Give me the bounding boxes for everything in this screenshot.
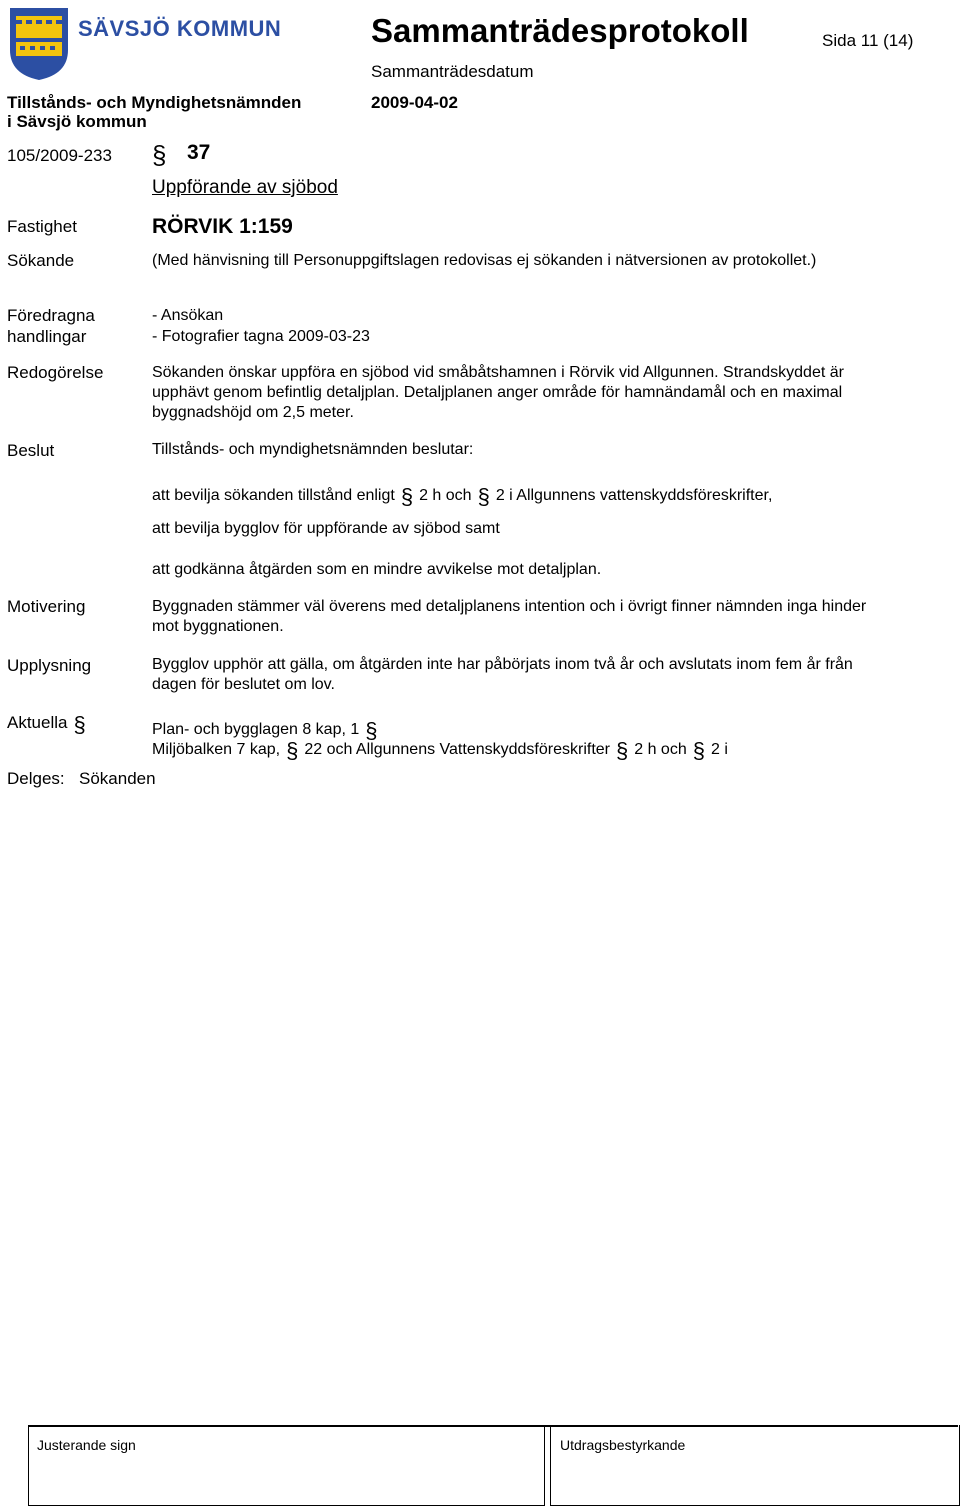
committee-name: Tillstånds- och Myndighetsnämnden xyxy=(7,93,302,112)
decision-item-2: att bevilja bygglov för uppförande av sjöbod samt xyxy=(152,520,500,537)
paragraph-symbol: § xyxy=(615,738,629,763)
decision-item-1-text: 2 i Allgunnens vattenskyddsföreskrifter, xyxy=(495,487,773,504)
page-number: Sida 11 (14) xyxy=(822,31,914,50)
certification-label: Utdragsbestyrkande xyxy=(560,1437,686,1453)
report-text-line: byggnadshöjd om 2,5 meter. xyxy=(152,404,354,421)
decision-intro: Tillstånds- och myndighetsnämnden beslutar: xyxy=(152,441,474,458)
applicant-label: Sökande xyxy=(7,251,75,270)
report-text-line: Sökanden önskar uppföra en sjöbod vid småbåtshamnen i Rörvik vid Allgunnen. Strandskyddet är xyxy=(152,364,844,381)
relevant-law-text: Miljöbalken 7 kap, xyxy=(152,741,281,758)
relevant-law-text: 22 och Allgunnens Vattenskyddsföreskrifter xyxy=(304,741,610,758)
property-label: Fastighet xyxy=(7,217,77,236)
documents-label-line2: handlingar xyxy=(7,327,87,346)
municipality-name: i Sävsjö kommun xyxy=(7,112,147,131)
paragraph-symbol: § xyxy=(692,738,705,763)
relevant-law-text: Plan- och bygglagen 8 kap, 1 xyxy=(152,721,360,738)
paragraph-symbol: § xyxy=(152,140,167,170)
paragraph-number: 37 xyxy=(187,141,211,164)
relevant-label xyxy=(7,708,92,737)
savsjo-coat-of-arms-logo xyxy=(8,6,70,82)
paragraph-symbol: § xyxy=(477,484,490,509)
meeting-date-label: Sammanträdesdatum xyxy=(371,62,534,81)
distribution-label: Delges: xyxy=(7,769,65,788)
case-subject: Uppförande av sjöbod xyxy=(152,177,338,198)
document-title: Sammanträdesprotokoll xyxy=(371,12,749,49)
document-item: - Fotografier tagna 2009-03-23 xyxy=(152,328,370,345)
case-number: 105/2009-233 xyxy=(7,146,112,165)
info-text-line: Bygglov upphör att gälla, om åtgärden inte har påbörjats inom två år och avslutats inom fem år från xyxy=(152,656,853,673)
brand-name: SÄVSJÖ KOMMUN xyxy=(78,16,282,41)
relevant-law-text: 2 h och xyxy=(634,741,687,758)
signature-label: Justerande sign xyxy=(37,1437,136,1453)
report-text-line: upphävt genom befintlig detaljplan. Detaljplanen anger område för hamnändamål och en maximal xyxy=(152,384,843,401)
meeting-date: 2009-04-02 xyxy=(371,93,458,112)
documents-label-line1: Föredragna xyxy=(7,306,95,325)
decision-item-1 xyxy=(152,480,773,509)
distribution-value: Sökanden xyxy=(79,769,156,788)
report-label: Redogörelse xyxy=(7,363,104,382)
paragraph-symbol: § xyxy=(286,738,299,763)
info-text-line: dagen för beslutet om lov. xyxy=(152,676,335,693)
decision-item-3: att godkänna åtgärden som en mindre avvikelse mot detaljplan. xyxy=(152,561,602,578)
paragraph-symbol: § xyxy=(400,484,414,509)
decision-item-1-text: att bevilja sökanden tillstånd enligt xyxy=(152,487,395,504)
info-label: Upplysning xyxy=(7,656,92,675)
applicant-value: (Med hänvisning till Personuppgiftslagen redovisas ej sökanden i nätversionen av protokollet.) xyxy=(152,252,817,269)
document-item: - Ansökan xyxy=(152,307,224,324)
decision-label: Beslut xyxy=(7,441,55,460)
motivation-label: Motivering xyxy=(7,597,86,616)
decision-item-1-text: 2 h och xyxy=(419,487,472,504)
motivation-text-line: mot byggnationen. xyxy=(152,618,284,635)
property-value: RÖRVIK 1:159 xyxy=(152,215,293,238)
relevant-law-line xyxy=(152,734,728,763)
paragraph-symbol: § xyxy=(365,718,378,743)
motivation-text-line: Byggnaden stämmer väl överens med detaljplanens intention och i övrigt finner nämnden inga hinder xyxy=(152,598,867,615)
relevant-label-text: Aktuella xyxy=(7,713,68,732)
paragraph-symbol: § xyxy=(73,712,86,737)
relevant-law-text: 2 i xyxy=(710,741,728,758)
